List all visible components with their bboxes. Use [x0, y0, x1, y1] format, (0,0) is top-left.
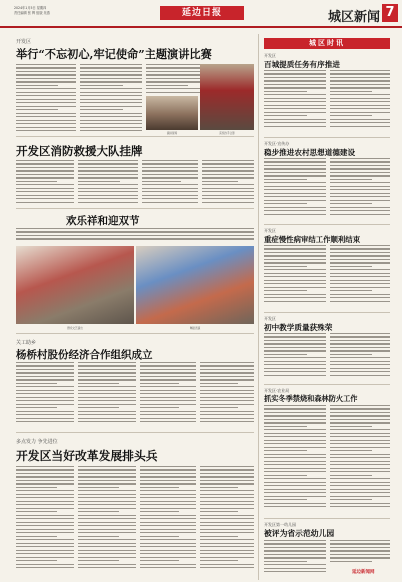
brief2-title[interactable]: 稳步推进农村思想道德建设: [264, 148, 356, 157]
article3-photo1: [16, 246, 134, 324]
brief6-body-col2: [330, 540, 390, 568]
article4-body-col3: [140, 362, 196, 428]
brief6-title[interactable]: 被评为省示范幼儿园: [264, 529, 335, 538]
article5-body-col4: [200, 466, 254, 576]
article2-body-col3: [142, 160, 198, 206]
article5-title[interactable]: 开发区当好改革发展排头兵: [16, 449, 158, 463]
brief2-body-col2: [330, 158, 390, 220]
article1-body-col3: [146, 64, 206, 94]
article1-kicker: 开发区: [16, 39, 32, 45]
brief3-title[interactable]: 重症慢性病审结工作顺利结束: [264, 235, 361, 244]
brief2-body: [264, 158, 326, 220]
editor-text: 责任编辑 张 辉 组版 吴燕: [14, 10, 50, 15]
brief1-title[interactable]: 百城提质任务有序推进: [264, 60, 340, 69]
masthead-logo: [160, 6, 244, 20]
article1-photo2: [200, 64, 254, 130]
page-number: 7: [382, 4, 398, 22]
divider: [264, 137, 390, 138]
divider: [16, 333, 254, 334]
article1-photo1: [146, 96, 198, 130]
page-header: [0, 0, 402, 28]
brief1-body: [264, 70, 326, 132]
section-title: 城区新闻: [327, 10, 380, 25]
divider: [16, 136, 254, 137]
article5-body-col2: [78, 466, 136, 576]
brief4-body: [264, 333, 326, 381]
brief4-kicker: 开发区: [264, 316, 276, 321]
article3-body: [16, 228, 254, 244]
article4-body-col2: [78, 362, 136, 428]
article3-caption2: 舞蹈表演: [189, 327, 201, 330]
article5-kicker: 多点发力 争先进位: [16, 439, 58, 445]
article3-title[interactable]: 欢乐祥和迎双节: [66, 215, 140, 227]
brief1-body-col2: [330, 70, 390, 132]
article2-title[interactable]: 开发区消防救援大队挂牌: [16, 144, 143, 158]
article1-body-col2: [80, 64, 142, 132]
divider: [264, 224, 390, 225]
article5-body-col3: [140, 466, 196, 576]
brief3-kicker: 开发区: [264, 228, 276, 233]
article2-body: [16, 160, 74, 206]
date-line: [14, 6, 50, 15]
article1-body-col1: [16, 64, 76, 132]
brief5-body: [264, 405, 326, 515]
article4-body-col1: [16, 362, 74, 428]
divider: [264, 312, 390, 313]
brief4-title[interactable]: 初中教学质量获殊荣: [264, 323, 333, 332]
masthead-text: 延边日报: [181, 8, 222, 18]
brief2-kicker: 开发区·宣传办: [264, 141, 290, 146]
brief6-body: [264, 540, 326, 578]
website-stamp: 延边新闻网: [352, 570, 375, 575]
article3-caption1: 群众文艺演出: [67, 327, 83, 330]
article1-title[interactable]: 举行“不忘初心,牢记使命”主题演讲比赛: [16, 47, 212, 61]
brief3-body: [264, 245, 326, 309]
article1-caption2: 获奖选手合影: [219, 132, 235, 135]
article3-photo2: [136, 246, 254, 324]
article2-body-col4: [202, 160, 254, 206]
brief4-body-col2: [330, 333, 390, 381]
divider: [16, 208, 254, 209]
news-brief-banner: 城区时讯: [264, 38, 390, 49]
brief5-body-col2: [330, 405, 390, 515]
brief1-kicker: 开发区: [264, 53, 276, 58]
brief3-body-col2: [330, 245, 390, 309]
article2-body-col2: [78, 160, 138, 206]
brief6-kicker: 开发区第一幼儿园: [264, 522, 296, 527]
divider: [16, 432, 254, 433]
divider: [264, 518, 390, 519]
divider: [264, 384, 390, 385]
article4-body-col4: [200, 362, 254, 428]
article4-title[interactable]: 杨桥村股份经济合作组织成立: [16, 349, 153, 361]
article1-caption1: 演讲现场: [166, 132, 178, 135]
date-text: 2024年1月5日 星期四: [14, 6, 47, 10]
brief5-kicker: 开发区·农业局: [264, 388, 290, 393]
article4-kicker: 关工助乡: [16, 340, 37, 346]
article5-body-col1: [16, 466, 74, 576]
brief5-title[interactable]: 抓实冬季禁烧和森林防火工作: [264, 394, 358, 403]
